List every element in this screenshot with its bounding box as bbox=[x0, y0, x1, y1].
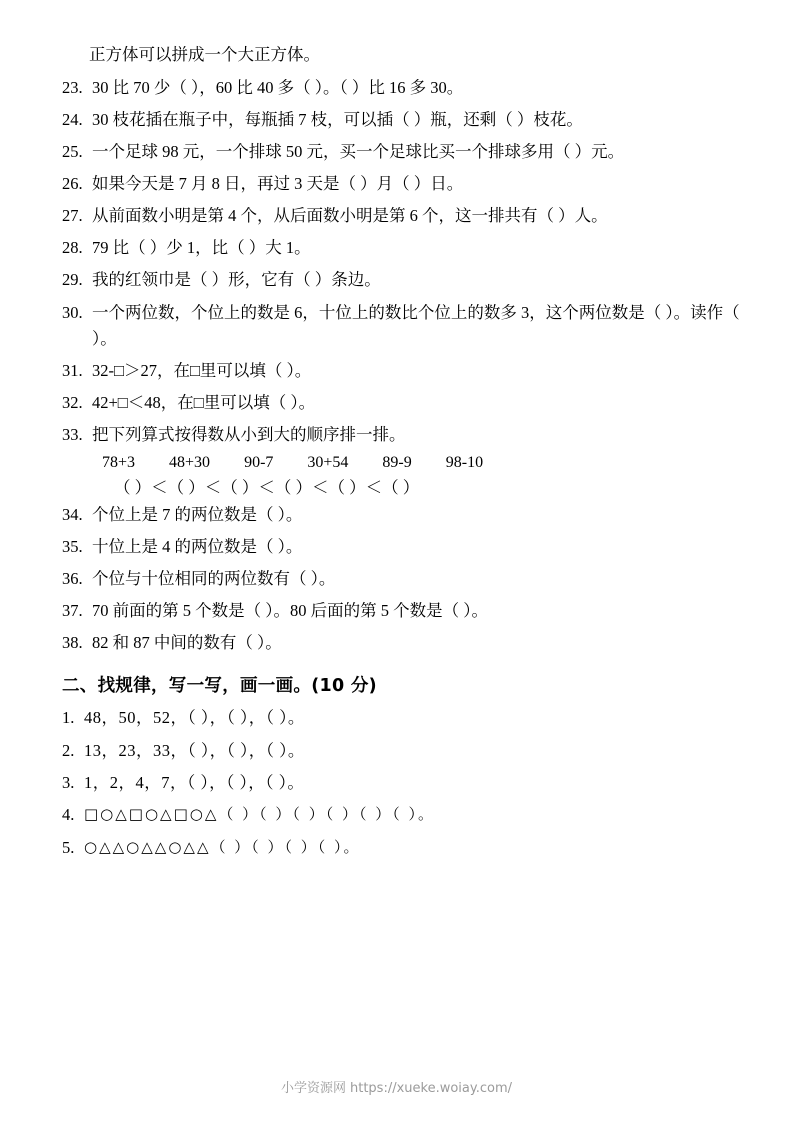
question-number: 36. bbox=[62, 568, 83, 588]
footer-url: https://xueke.woiay.com/ bbox=[350, 1081, 513, 1096]
question-text: 30 比 70 少（ ），60 比 40 多（ ）。（ ）比 16 多 30。 bbox=[92, 78, 464, 98]
expression-4: 30+54 bbox=[307, 453, 349, 471]
question-number: 34. bbox=[62, 504, 83, 524]
question-item-26 bbox=[62, 171, 745, 197]
question-text: 70 前面的第 5 个数是（ ）。80 后面的第 5 个数是（ ）。 bbox=[92, 601, 488, 620]
pattern-text: ○△△○△△○△△（ ）（ ）（ ）（ ）。 bbox=[84, 837, 361, 856]
pattern-item-1 bbox=[62, 705, 745, 731]
question-item-33 bbox=[62, 422, 745, 448]
expression-2: 48+30 bbox=[169, 453, 211, 471]
pattern-text: 48，50，52，（ ），（ ），（ ）。 bbox=[84, 708, 305, 728]
pattern-item-4 bbox=[62, 802, 745, 828]
question-item-36 bbox=[62, 566, 745, 592]
pattern-number: 1. bbox=[62, 708, 75, 728]
pattern-text: 1，2，4，7，（ ），（ ），（ ）。 bbox=[84, 772, 305, 792]
question-text: 从前面数小明是第 4 个，从后面数小明是第 6 个，这一排共有（ ）人。 bbox=[92, 206, 608, 226]
question-item-23 bbox=[62, 75, 745, 101]
question-text: 个位与十位相同的两位数有（ ）。 bbox=[92, 568, 336, 588]
question-text: 个位上是 7 的两位数是（ ）。 bbox=[92, 504, 303, 524]
question-number: 31. bbox=[62, 360, 83, 380]
question-33-answer-line: （ ）＜（ ）＜（ ）＜（ ）＜（ ）＜（ ） bbox=[114, 477, 420, 497]
expression-1: 78+3 bbox=[102, 453, 136, 471]
question-text: 82 和 87 中间的数有（ ）。 bbox=[92, 633, 282, 653]
question-number: 35. bbox=[62, 536, 83, 556]
question-item-29 bbox=[62, 267, 745, 293]
pattern-number: 4. bbox=[62, 805, 75, 825]
question-number: 37. bbox=[62, 601, 83, 620]
question-number: 28. bbox=[62, 238, 83, 258]
question-text: 32-□＞27，在□里可以填（ ）。 bbox=[92, 360, 312, 380]
question-number: 29. bbox=[62, 270, 83, 290]
question-item-27 bbox=[62, 203, 745, 229]
question-number: 38. bbox=[62, 633, 83, 653]
question-item-35 bbox=[62, 534, 745, 560]
expression-3: 90-7 bbox=[244, 453, 274, 471]
question-item-32 bbox=[62, 390, 745, 416]
pattern-number: 3. bbox=[62, 772, 75, 792]
question-33-expressions bbox=[62, 454, 745, 472]
question-text: 我的红领巾是（ ）形，它有（ ）条边。 bbox=[92, 270, 381, 290]
question-number: 24. bbox=[62, 110, 83, 130]
question-text: 十位上是 4 的两位数是（ ）。 bbox=[92, 536, 303, 556]
question-item-31 bbox=[62, 358, 745, 384]
pattern-text: □○△□○△□○△（ ）（ ）（ ）（ ）（ ）（ ）。 bbox=[84, 805, 435, 824]
question-text: 把下列算式按得数从小到大的顺序排一排。 bbox=[92, 424, 406, 444]
question-item-30 bbox=[62, 300, 745, 352]
question-text: 42+□＜48，在□里可以填（ ）。 bbox=[92, 392, 316, 412]
question-text: 79 比（ ）少 1，比（ ）大 1。 bbox=[92, 238, 311, 258]
question-number: 26. bbox=[62, 174, 83, 194]
expression-5: 89-9 bbox=[382, 453, 412, 471]
question-item-24 bbox=[62, 107, 745, 133]
question-number: 27. bbox=[62, 206, 83, 226]
pattern-number: 5. bbox=[62, 837, 75, 857]
footer-watermark bbox=[0, 1077, 793, 1096]
question-item-25 bbox=[62, 139, 745, 165]
question-text: 如果今天是 7 月 8 日，再过 3 天是（ ）月（ ）日。 bbox=[92, 174, 464, 194]
question-text: 一个两位数，个位上的数是 6，十位上的数比个位上的数多 3，这个两位数是（ ）。读作（ ）。 bbox=[92, 302, 740, 348]
question-number: 25. bbox=[62, 142, 83, 162]
pattern-item-5 bbox=[62, 835, 745, 861]
pattern-item-3 bbox=[62, 770, 745, 796]
question-number: 32. bbox=[62, 392, 83, 412]
question-item-37 bbox=[62, 598, 745, 624]
question-number: 23. bbox=[62, 78, 83, 98]
question-item-38 bbox=[62, 630, 745, 656]
question-item-28 bbox=[62, 235, 745, 261]
footer-brand: 小学资源网 bbox=[280, 1081, 346, 1096]
question-item-34 bbox=[62, 502, 745, 528]
continued-text-line: 正方体可以拼成一个大正方体。 bbox=[89, 45, 320, 64]
pattern-text: 13，23，33，（ ），（ ），（ ）。 bbox=[84, 740, 305, 760]
pattern-item-2 bbox=[62, 738, 745, 764]
question-number: 33. bbox=[62, 424, 83, 444]
question-number: 30. bbox=[62, 302, 83, 322]
expression-6: 98-10 bbox=[445, 453, 484, 471]
section-2-heading: 二、找规律，写一写，画一画。(10 分) bbox=[62, 676, 377, 697]
question-text: 一个足球 98 元，一个排球 50 元，买一个足球比买一个排球多用（ ）元。 bbox=[92, 142, 625, 162]
pattern-number: 2. bbox=[62, 740, 75, 760]
question-text: 30 枝花插在瓶子中，每瓶插 7 枝，可以插（ ）瓶，还剩（ ）枝花。 bbox=[92, 110, 583, 130]
